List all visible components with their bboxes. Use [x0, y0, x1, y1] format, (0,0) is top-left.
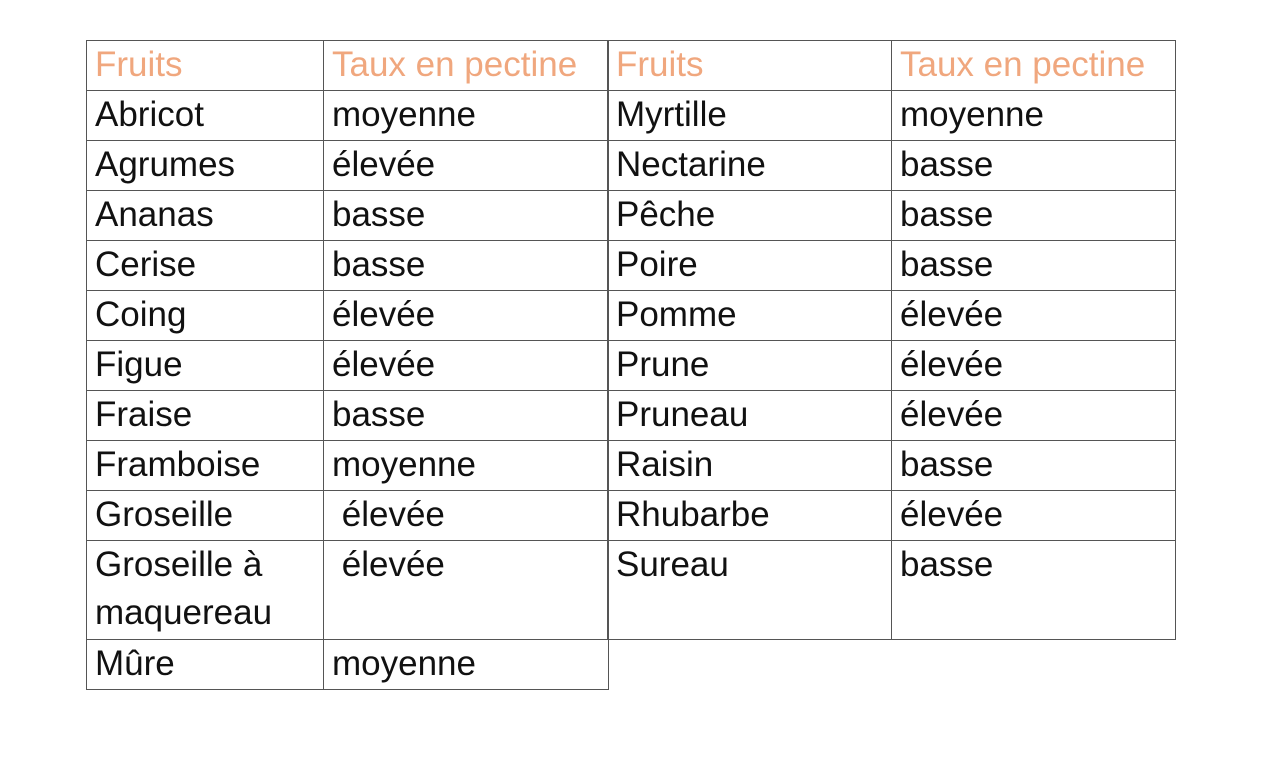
fruit-name-cell: Abricot	[87, 91, 324, 141]
pectin-level-cell: élevée	[892, 291, 1176, 341]
pectin-level-cell: élevée	[324, 291, 609, 341]
table-row	[608, 191, 1176, 241]
pectin-level-cell: élevée	[324, 491, 609, 541]
pectin-level-cell: basse	[892, 441, 1176, 491]
table-row	[87, 491, 609, 541]
fruit-name-cell: Nectarine	[608, 141, 892, 191]
pectin-level-cell: élevée	[892, 391, 1176, 441]
table-row	[87, 341, 609, 391]
fruit-name-cell: Raisin	[608, 441, 892, 491]
table-row	[87, 141, 609, 191]
pectin-level-cell: basse	[892, 141, 1176, 191]
table-row	[87, 541, 609, 640]
fruit-name-cell: Myrtille	[608, 91, 892, 141]
pectin-level-cell: moyenne	[324, 441, 609, 491]
pectin-table-left	[86, 40, 609, 690]
fruit-name-cell: Figue	[87, 341, 324, 391]
pectin-level-cell: moyenne	[324, 91, 609, 141]
table-row	[87, 441, 609, 491]
table-header-row	[87, 41, 609, 91]
pectin-level-cell: moyenne	[324, 640, 609, 690]
column-header-pectin-level: Taux en pectine	[324, 41, 609, 91]
table-row	[87, 391, 609, 441]
table-row	[608, 441, 1176, 491]
pectin-level-cell: basse	[324, 241, 609, 291]
table-row	[608, 491, 1176, 541]
table-row	[87, 191, 609, 241]
fruit-name-cell: Pomme	[608, 291, 892, 341]
fruit-name-cell: Rhubarbe	[608, 491, 892, 541]
table-row	[87, 91, 609, 141]
table-row	[608, 391, 1176, 441]
pectin-level-cell: basse	[324, 191, 609, 241]
fruit-name-cell: Poire	[608, 241, 892, 291]
table-row	[608, 291, 1176, 341]
pectin-level-cell: basse	[892, 541, 1176, 640]
fruit-name-cell: Pêche	[608, 191, 892, 241]
fruit-name-cell: Pruneau	[608, 391, 892, 441]
pectin-level-cell: élevée	[324, 141, 609, 191]
fruit-name-cell: Groseille à maquereau	[87, 541, 324, 640]
table-row	[87, 241, 609, 291]
pectin-level-cell: élevée	[892, 491, 1176, 541]
table-row	[87, 640, 609, 690]
pectin-level-cell: élevée	[324, 341, 609, 391]
fruit-name-cell: Mûre	[87, 640, 324, 690]
pectin-level-cell: basse	[892, 241, 1176, 291]
column-header-fruits: Fruits	[87, 41, 324, 91]
fruit-name-cell: Framboise	[87, 441, 324, 491]
table-row	[87, 291, 609, 341]
pectin-level-cell: élevée	[892, 341, 1176, 391]
fruit-name-cell: Prune	[608, 341, 892, 391]
fruit-name-cell: Ananas	[87, 191, 324, 241]
fruit-name-cell: Groseille	[87, 491, 324, 541]
fruit-name-cell: Sureau	[608, 541, 892, 640]
column-header-pectin-level: Taux en pectine	[892, 41, 1176, 91]
pectin-level-cell: basse	[324, 391, 609, 441]
pectin-table-right	[607, 40, 1176, 640]
table-header-row	[608, 41, 1176, 91]
table-row	[608, 91, 1176, 141]
table-row	[608, 541, 1176, 640]
fruit-name-cell: Coing	[87, 291, 324, 341]
column-header-fruits: Fruits	[608, 41, 892, 91]
fruit-name-cell: Agrumes	[87, 141, 324, 191]
fruit-name-cell: Cerise	[87, 241, 324, 291]
table-row	[608, 141, 1176, 191]
table-row	[608, 341, 1176, 391]
pectin-level-cell: élevée	[324, 541, 609, 640]
pectin-level-cell: basse	[892, 191, 1176, 241]
table-row	[608, 241, 1176, 291]
fruit-name-cell: Fraise	[87, 391, 324, 441]
pectin-level-cell: moyenne	[892, 91, 1176, 141]
